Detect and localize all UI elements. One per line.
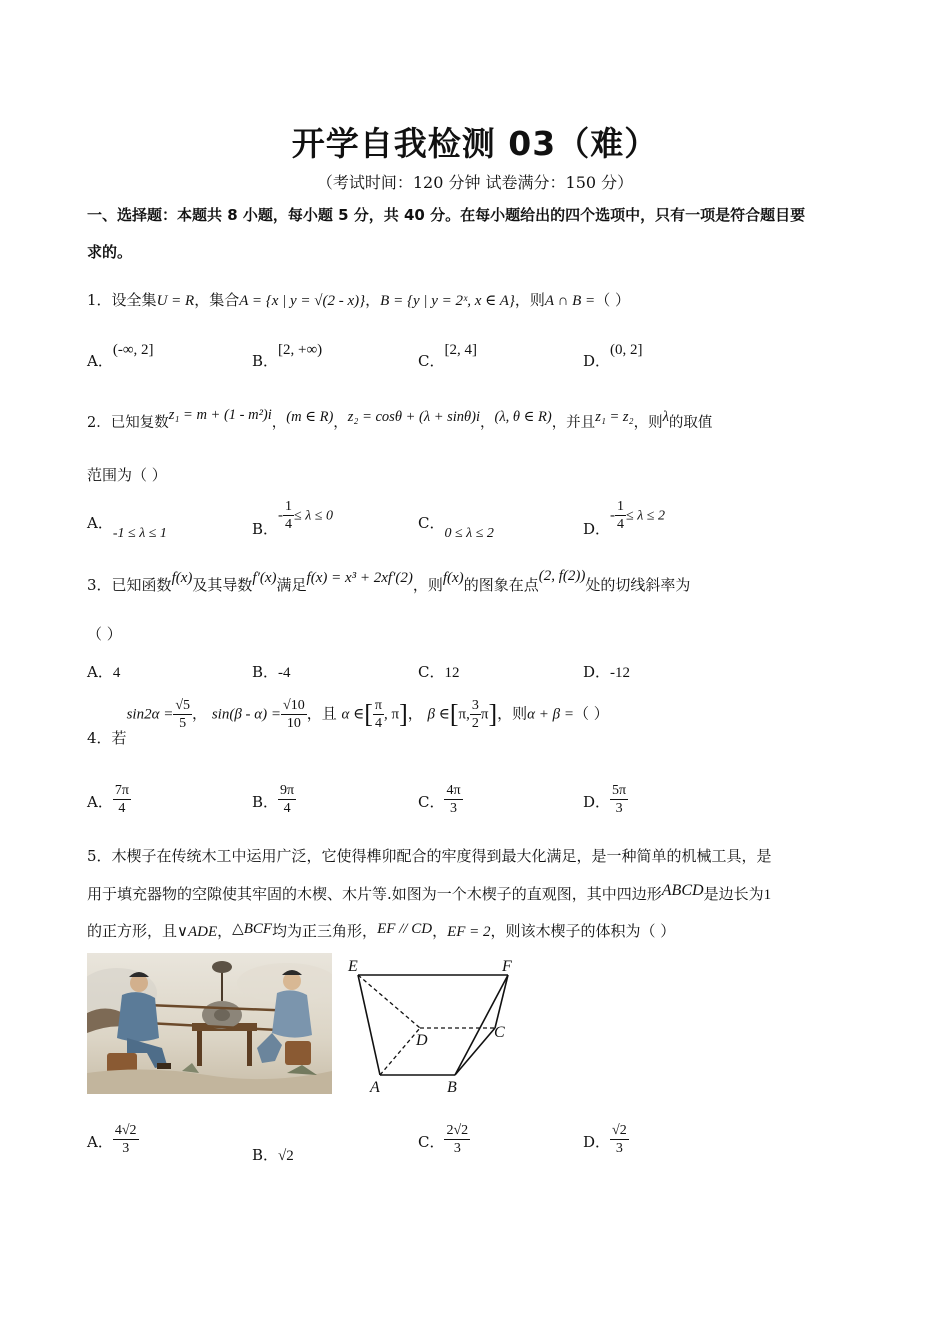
option-a[interactable]: A．(-∞, 2] [87, 342, 154, 370]
option-d[interactable]: D．-12 [583, 663, 631, 681]
option-c[interactable]: C．[2, 4] [418, 342, 477, 370]
label-f: F [502, 958, 512, 975]
section-heading-line2: 求的。 [87, 243, 133, 261]
option-d[interactable]: D．(0, 2] [583, 342, 643, 370]
exam-info: （考试时间：120 分钟 试卷满分：150 分） [316, 173, 634, 192]
woodworking-painting [87, 953, 332, 1094]
option-b[interactable]: B．√2 [252, 1146, 294, 1164]
math-expr: U = R [156, 293, 195, 309]
question-5: 5．木楔子在传统木工中运用广泛，它使得榫卯配合的牢度得到最大化满足，是一种简单的机械工具，是 [87, 847, 772, 865]
option-c[interactable]: C．0 ≤ λ ≤ 2 [418, 514, 494, 541]
question-5-line3: 的正方形，且∨ADE，△BCF均为正三角形，EF // CD，EF = 2，则该木楔子的体积为（ ） [87, 921, 676, 940]
option-b[interactable]: B．[2, +∞) [252, 342, 323, 370]
option-a[interactable]: A．-1 ≤ λ ≤ 1 [87, 514, 167, 541]
question-number: 5． [87, 847, 112, 865]
question-3: 3．已知函数f(x)及其导数f′(x)满足f(x) = x³ + 2xf′(2)，则f(x)的图象在点(2, f(2))处的切线斜率为 [87, 568, 691, 594]
option-b[interactable]: B．- $\frac{1}{4}$ ≤ λ ≤ 0 [252, 499, 333, 538]
math-expr: A ∩ B = [544, 293, 596, 309]
question-number: 2． [87, 415, 111, 431]
section-heading-line1: 一、选择题：本题共 8 小题，每小题 5 分，共 40 分。在每小题给出的四个选项中，只有一项是符合题目要 [87, 206, 806, 224]
option-c[interactable]: C． $\frac{4\pi}{3}$ [418, 783, 461, 816]
label-d: D [416, 1032, 428, 1049]
option-a[interactable]: A． $\frac{7\pi}{4}$ [87, 783, 129, 816]
option-d[interactable]: D．- $\frac{1}{4}$ ≤ λ ≤ 2 [583, 499, 665, 538]
label-b: B [447, 1079, 457, 1096]
option-b[interactable]: B． $\frac{9\pi}{4}$ [252, 783, 295, 816]
math-expr: B = {y | y = 2ˣ, x ∈ A} [380, 293, 515, 309]
wedge-diagram [340, 953, 530, 1098]
question-5-line2: 用于填充器物的空隙使其牢固的木楔、木片等.如图为一个木楔子的直观图，其中四边形ABCD是边长为1 [87, 882, 772, 903]
option-a[interactable]: A． $\frac{4√2}{3}$ [87, 1123, 137, 1156]
question-number: 1． [87, 291, 112, 309]
question-3-line2: （ ） [87, 625, 122, 643]
label-c: C [494, 1024, 505, 1041]
option-a[interactable]: A．4 [87, 663, 121, 681]
question-1: 1．设全集U = R，集合A = {x | y = √(2 - x)}，B = {y | y = 2ˣ, x ∈ A}，则A ∩ B =（ ） [87, 291, 630, 309]
question-number: 3． [87, 576, 112, 594]
option-c[interactable]: C．12 [418, 663, 460, 681]
option-d[interactable]: D． $\frac{5\pi}{3}$ [583, 783, 627, 816]
question-2-line2: 范围为（ ） [87, 466, 167, 484]
question-number: 4． [87, 728, 112, 747]
math-expr: A = {x | y = √(2 - x)} [239, 293, 366, 309]
label-a: A [370, 1079, 380, 1096]
option-c[interactable]: C． $\frac{2√2}{3}$ [418, 1123, 469, 1156]
option-b[interactable]: B．-4 [252, 663, 291, 681]
painting-image [87, 953, 332, 1094]
option-d[interactable]: D． $\frac{√2}{3}$ [583, 1123, 627, 1156]
page-title: 开学自我检测 03（难） [291, 124, 659, 163]
label-e: E [348, 958, 358, 975]
wedge-solid-figure [340, 953, 530, 1098]
question-2: 2．已知复数z₁ = m + (1 - m²)i，(m ∈ R)，z₂ = cosθ + (λ + sinθ)i，(λ, θ ∈ R)，并且z₁ = z₂，则λ的取值 [87, 407, 713, 431]
question-4: 4．若sin2α = $\frac{√5}{5}$ ， sin(β - α) = $\frac{√10}{10}$ ，且 α ∈[ $\frac{\pi}{4}$ , π]， β ∈[π, $\frac{3}{2}$ π]，则α + β =（ ） [87, 698, 609, 747]
